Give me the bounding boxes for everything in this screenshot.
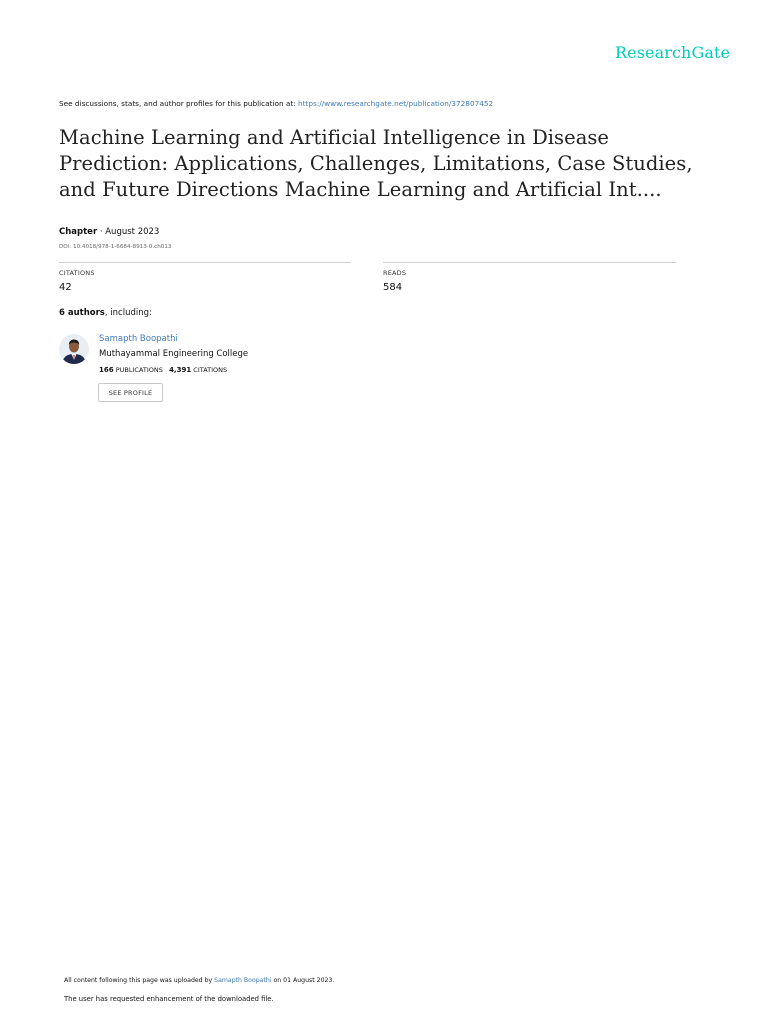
authors-suffix: , including: bbox=[104, 308, 152, 318]
publication-meta bbox=[59, 227, 159, 237]
publication-link[interactable]: https://www.researchgate.net/publication/372807452 bbox=[298, 99, 494, 108]
publication-notice bbox=[59, 99, 493, 108]
see-profile-button[interactable]: SEE PROFILE bbox=[98, 383, 163, 402]
author-stats bbox=[99, 366, 227, 374]
reads-label: READS bbox=[383, 269, 407, 277]
upload-notice bbox=[64, 977, 334, 984]
upload-prefix: All content following this page was uploaded by bbox=[64, 977, 215, 984]
enhancement-note: The user has requested enhancement of the downloaded file. bbox=[64, 995, 274, 1003]
author-citations-label: CITATIONS bbox=[193, 366, 228, 374]
publication-doi: DOI: 10.4018/978-1-6684-8913-0.ch013 bbox=[59, 244, 172, 250]
publication-type: Chapter bbox=[59, 227, 98, 237]
publication-date: · August 2023 bbox=[97, 227, 160, 237]
reads-divider bbox=[383, 262, 676, 263]
reads-value: 584 bbox=[383, 282, 403, 293]
uploader-link[interactable]: Samapth Boopathi bbox=[214, 977, 272, 984]
publication-title: Machine Learning and Artificial Intelligence in Disease Prediction: Applications, Challenges, Limitations, Case Studies, and Future Directions Machine Learning and Artificial Int.... bbox=[59, 126, 693, 201]
author-avatar[interactable] bbox=[59, 334, 89, 364]
upload-suffix: on 01 August 2023. bbox=[271, 977, 335, 984]
author-publications-label: PUBLICATIONS bbox=[115, 366, 163, 374]
citations-value: 42 bbox=[59, 282, 72, 293]
author-photo-icon bbox=[59, 334, 89, 364]
authors-heading bbox=[59, 308, 152, 318]
authors-count: 6 authors bbox=[59, 308, 105, 318]
citations-divider bbox=[59, 262, 351, 263]
author-institution: Muthayammal Engineering College bbox=[99, 349, 249, 359]
author-publications-count: 166 bbox=[99, 366, 114, 374]
researchgate-logo[interactable]: ResearchGate bbox=[615, 43, 731, 62]
author-name-link[interactable]: Samapth Boopathi bbox=[99, 334, 178, 344]
citations-label: CITATIONS bbox=[59, 269, 95, 277]
author-citations-count: 4,391 bbox=[169, 366, 192, 374]
notice-text: See discussions, stats, and author profiles for this publication at: bbox=[59, 99, 299, 108]
